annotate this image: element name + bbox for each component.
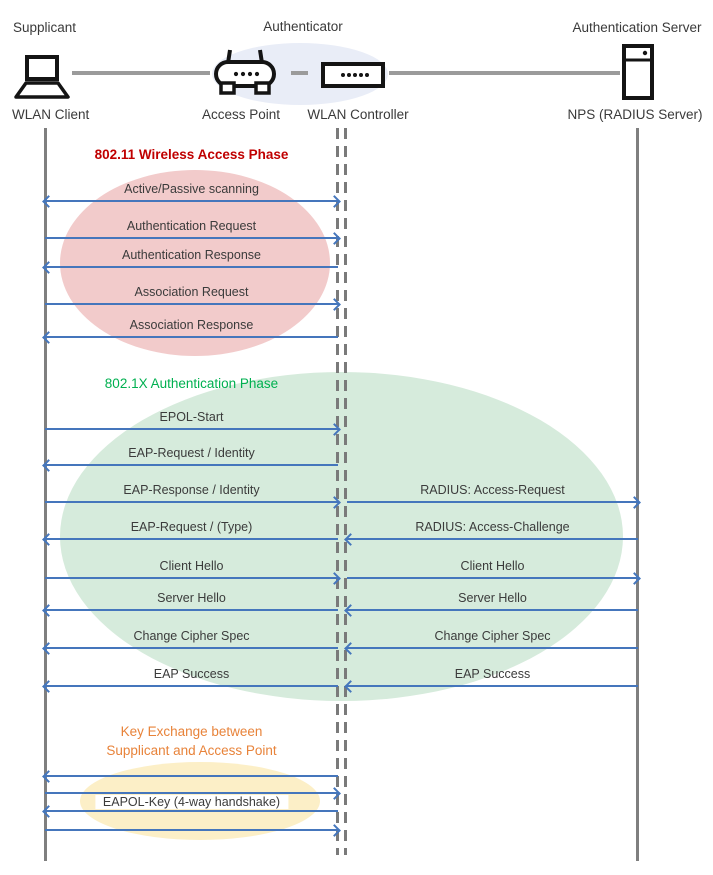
actor-title-supplicant: Supplicant — [13, 20, 77, 35]
phase2-ellipse — [60, 372, 623, 701]
device-label-wlan-client: WLAN Client — [12, 107, 90, 122]
phase3-title-line1: Key Exchange between — [120, 724, 263, 739]
message-authentication-response: Authentication Response — [45, 266, 338, 268]
device-label-access-point: Access Point — [201, 107, 281, 122]
connector-ap-to-controller — [291, 71, 308, 75]
message-radius-access-request: RADIUS: Access-Request — [347, 501, 638, 503]
lifeline-dashed-wlan-controller — [344, 128, 347, 855]
eapol-key-arrow-2 — [45, 792, 338, 794]
message-eap-request-type: EAP-Request / (Type) — [45, 538, 338, 540]
message-radius-access-challenge: RADIUS: Access-Challenge — [347, 538, 638, 540]
message-client-hello-right: Client Hello — [347, 577, 638, 579]
message-server-hello-left: Server Hello — [45, 609, 338, 611]
message-eap-response-identity: EAP-Response / Identity — [45, 501, 338, 503]
message-change-cipher-spec-right: Change Cipher Spec — [347, 647, 638, 649]
message-association-request: Association Request — [45, 303, 338, 305]
message-eap-request-identity: EAP-Request / Identity — [45, 464, 338, 466]
eapol-key-arrow-4 — [45, 829, 338, 831]
lifeline-radius-server — [636, 128, 639, 861]
wlan-controller-icon — [321, 62, 385, 88]
phase2-title: 802.1X Authentication Phase — [104, 376, 279, 391]
access-point-icon — [212, 47, 278, 99]
server-icon — [622, 44, 654, 100]
eapol-key-arrow-1 — [45, 775, 338, 777]
device-label-nps-radius-server: NPS (RADIUS Server) — [567, 107, 703, 122]
message-epol-start: EPOL-Start — [45, 428, 338, 430]
message-eap-success-left: EAP Success — [45, 685, 338, 687]
message-active-passive-scanning: Active/Passive scanning — [45, 200, 338, 202]
laptop-icon — [13, 54, 71, 102]
message-client-hello-left: Client Hello — [45, 577, 338, 579]
phase3-title-line2: Supplicant and Access Point — [106, 743, 277, 758]
message-server-hello-right: Server Hello — [347, 609, 638, 611]
device-label-wlan-controller: WLAN Controller — [307, 107, 409, 122]
message-change-cipher-spec-left: Change Cipher Spec — [45, 647, 338, 649]
message-eapol-key-4way-handshake: EAPOL-Key (4-way handshake) — [45, 810, 338, 812]
actor-title-authenticator: Authenticator — [263, 19, 343, 34]
connector-controller-to-server — [389, 71, 620, 75]
message-authentication-request: Authentication Request — [45, 237, 338, 239]
phase3-title — [45, 722, 338, 760]
connector-client-to-ap — [72, 71, 210, 75]
actor-title-authentication-server: Authentication Server — [572, 20, 702, 35]
message-eap-success-right: EAP Success — [347, 685, 638, 687]
phase1-title: 802.11 Wireless Access Phase — [94, 147, 289, 162]
message-association-response: Association Response — [45, 336, 338, 338]
